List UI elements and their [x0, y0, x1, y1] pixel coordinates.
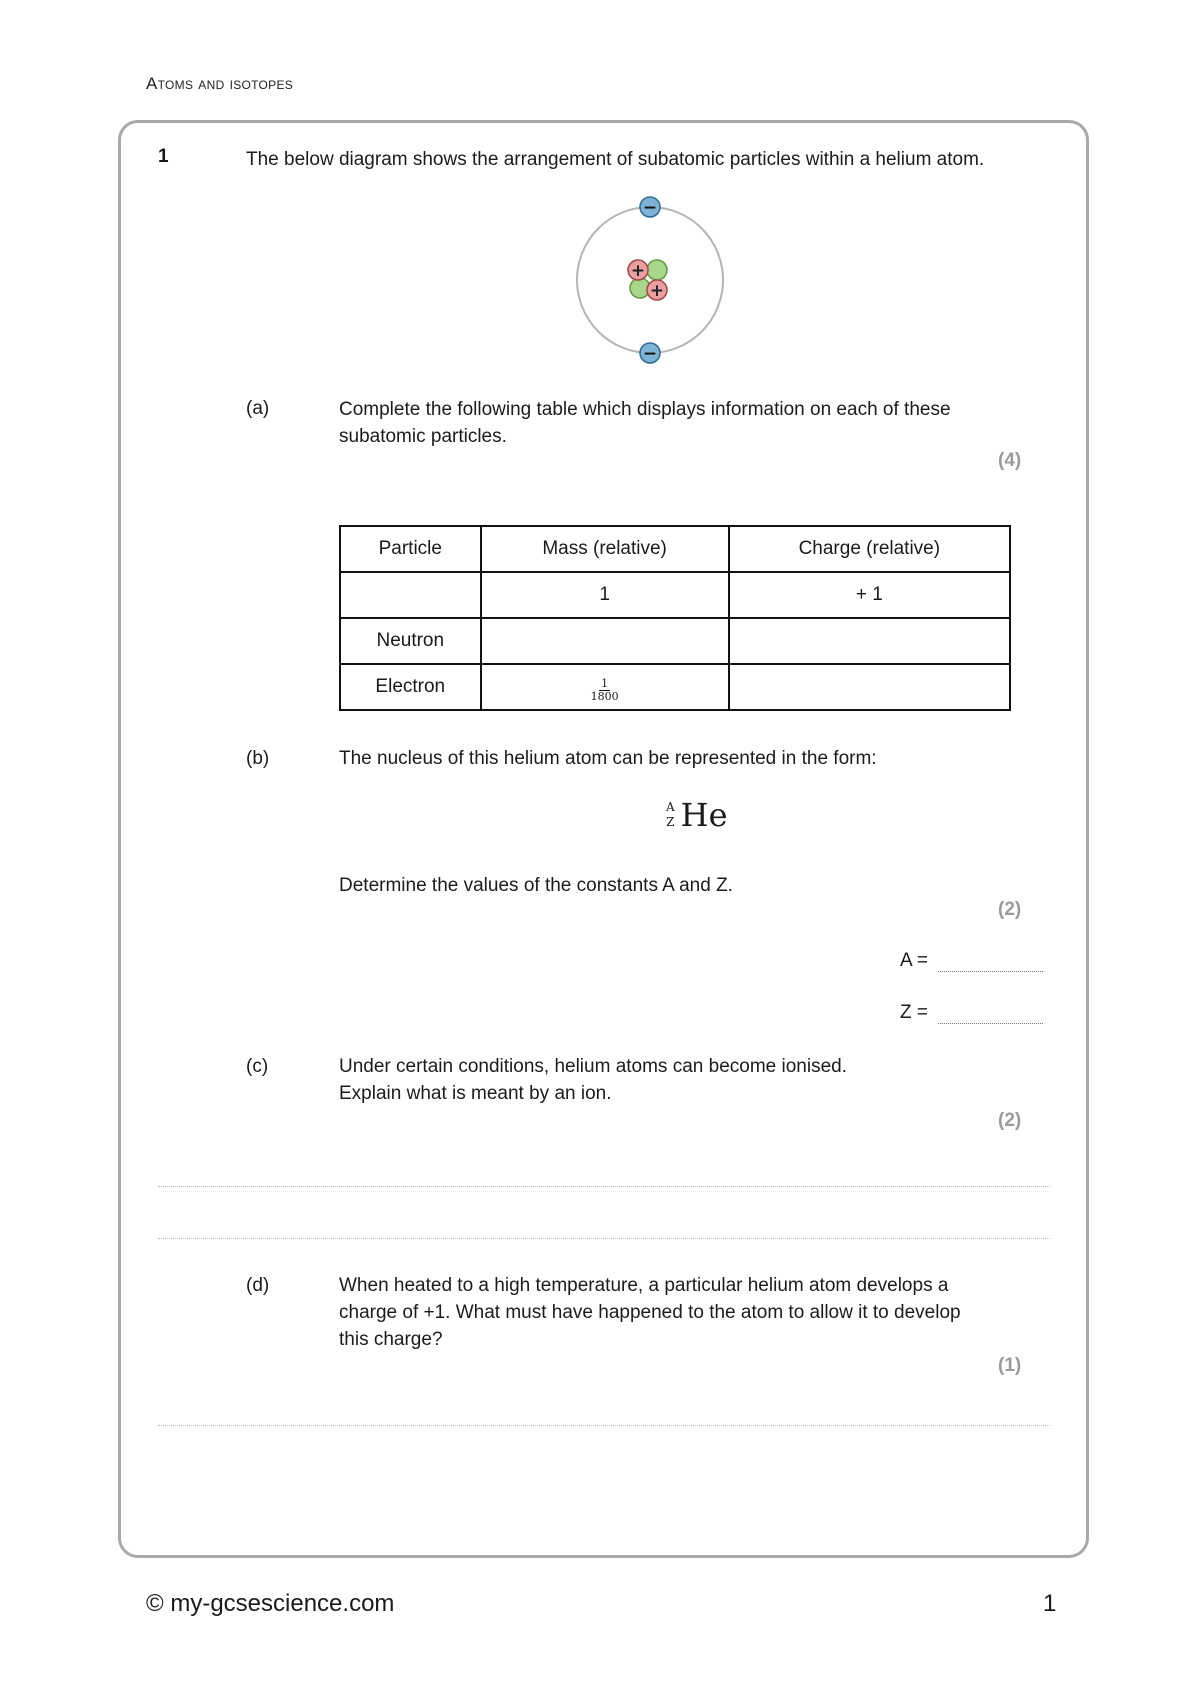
- question-number: 1: [158, 146, 169, 167]
- helium-atom-diagram: [560, 190, 740, 370]
- page-header-title: Atoms and isotopes: [146, 74, 294, 93]
- footer-copyright: © my-gcsescience.com: [146, 1590, 395, 1617]
- answer-z-field[interactable]: [938, 1022, 1043, 1024]
- table-row: [340, 664, 1010, 710]
- mass-number-symbol: A: [666, 800, 675, 814]
- mass-answer-cell[interactable]: [481, 618, 729, 664]
- part-d-text-line2: charge of +1. What must have happened to the atom to allow it to develop: [339, 1302, 961, 1323]
- answer-z-row: [900, 1002, 1043, 1024]
- answer-a-row: [900, 950, 1043, 972]
- question-intro: The below diagram shows the arrangement of subatomic particles within a helium atom.: [246, 149, 985, 170]
- particle-answer-cell[interactable]: [340, 572, 481, 618]
- fraction-denominator: 1800: [590, 690, 619, 703]
- part-c-text-line1: Under certain conditions, helium atoms can become ionised.: [339, 1056, 847, 1077]
- answer-line[interactable]: [158, 1425, 1050, 1426]
- electron-sign: −: [642, 198, 658, 218]
- part-b-text: The nucleus of this helium atom can be represented in the form:: [339, 748, 877, 769]
- table-row: [340, 618, 1010, 664]
- element-symbol: He: [680, 796, 728, 834]
- footer-page-number: 1: [1043, 1590, 1057, 1617]
- table-header-cell: Particle: [340, 526, 481, 572]
- part-c-marks: (2): [998, 1110, 1022, 1131]
- part-c-label: (c): [246, 1056, 269, 1077]
- part-a-text-line1: Complete the following table which displays information on each of these: [339, 399, 951, 420]
- answer-a-field[interactable]: [938, 970, 1043, 972]
- charge-cell: + 1: [729, 572, 1010, 618]
- answer-a-label: A =: [900, 950, 928, 971]
- electron-sign: −: [642, 344, 658, 364]
- charge-answer-cell[interactable]: [729, 618, 1010, 664]
- mass-cell: [481, 664, 729, 710]
- part-b-label: (b): [246, 748, 270, 769]
- nuclide-scripts: [666, 800, 675, 830]
- part-a-label: (a): [246, 398, 270, 419]
- part-b-marks: (2): [998, 899, 1022, 920]
- particle-cell: Electron: [340, 664, 481, 710]
- part-d-text-line1: When heated to a high temperature, a particular helium atom develops a: [339, 1275, 949, 1296]
- answer-line[interactable]: [158, 1238, 1050, 1239]
- neutron: [647, 260, 667, 280]
- answer-line[interactable]: [158, 1186, 1050, 1187]
- proton-sign: +: [630, 261, 646, 281]
- part-d-text-line3: this charge?: [339, 1329, 443, 1350]
- part-d-label: (d): [246, 1275, 270, 1296]
- proton-sign: +: [649, 281, 665, 301]
- part-c-text-line2: Explain what is meant by an ion.: [339, 1083, 612, 1104]
- answer-z-label: Z =: [900, 1002, 928, 1023]
- electron-shell: [577, 207, 723, 353]
- fraction-numerator: 1: [601, 677, 609, 690]
- nuclide-notation: [666, 796, 728, 834]
- atomic-number-symbol: Z: [666, 815, 675, 829]
- table-row: [340, 572, 1010, 618]
- charge-answer-cell[interactable]: [729, 664, 1010, 710]
- table-header-row: [340, 526, 1010, 572]
- table-header-cell: Charge (relative): [729, 526, 1010, 572]
- mass-cell: 1: [481, 572, 729, 618]
- part-a-marks: (4): [998, 450, 1022, 471]
- particle-table: [339, 525, 1011, 711]
- part-b-instruction: Determine the values of the constants A and Z.: [339, 875, 733, 896]
- electron-mass-fraction: [591, 678, 619, 703]
- part-a-text-line2: subatomic particles.: [339, 426, 507, 447]
- particle-cell: Neutron: [340, 618, 481, 664]
- table-header-cell: Mass (relative): [481, 526, 729, 572]
- part-d-marks: (1): [998, 1355, 1022, 1376]
